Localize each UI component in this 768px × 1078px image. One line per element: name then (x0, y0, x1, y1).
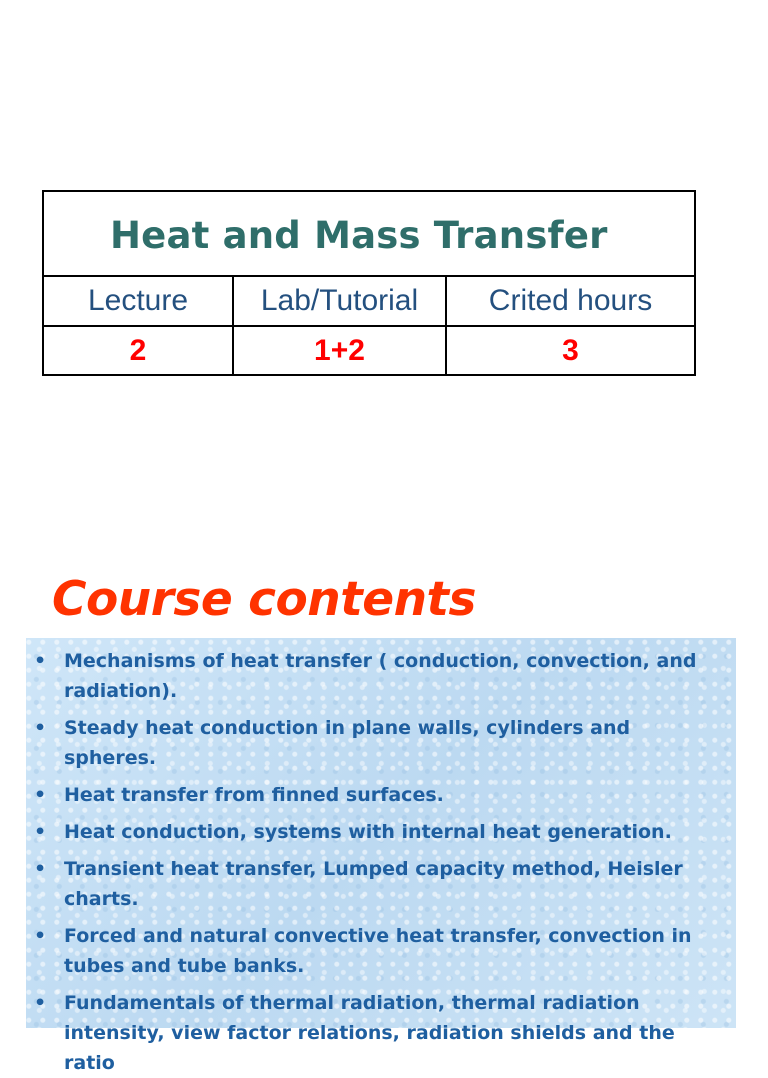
value-lecture: 2 (44, 327, 234, 374)
list-item-text: Forced and natural convective heat transfer, convection in tubes and tube banks. (64, 925, 692, 977)
value-credit-hours: 3 (562, 333, 579, 367)
header-lecture: Lecture (44, 277, 234, 325)
list-item (26, 817, 722, 847)
list-item (26, 780, 722, 810)
list-item (26, 713, 722, 773)
table-header-row (44, 277, 694, 327)
bullet-icon: • (34, 784, 47, 806)
header-lab-tutorial: Lab/Tutorial (234, 277, 447, 325)
course-contents-panel (26, 638, 736, 1074)
bullet-icon: • (34, 992, 47, 1014)
table-title-row (44, 192, 694, 277)
list-item-text: Heat transfer from finned surfaces. (64, 784, 444, 806)
course-title: Heat and Mass Transfer (110, 214, 608, 257)
list-item (26, 646, 722, 706)
list-item-text: Transient heat transfer, Lumped capacity method, Heisler charts. (64, 858, 683, 910)
table-value-row (44, 327, 694, 374)
list-item-text: Steady heat conduction in plane walls, cylinders and spheres. (64, 717, 631, 769)
course-table (42, 190, 696, 376)
bullet-icon: • (34, 650, 47, 672)
list-item (26, 988, 722, 1078)
value-lab-tutorial: 1+2 (234, 327, 447, 374)
list-item-text: Heat conduction, systems with internal heat generation. (64, 821, 672, 843)
course-contents-list (26, 638, 736, 1078)
list-item-text: Mechanisms of heat transfer ( conduction, convection, and radiation). (64, 650, 697, 702)
list-item (26, 921, 722, 981)
bullet-icon: • (34, 717, 47, 739)
bullet-icon: • (34, 858, 47, 880)
bullet-icon: • (34, 821, 47, 843)
section-title: Course contents (52, 572, 476, 627)
list-item-text: Fundamentals of thermal radiation, thermal radiation intensity, view factor relations, radiation shields and the ratio (64, 992, 675, 1074)
list-item (26, 854, 722, 914)
header-credit-hours: Crited hours (488, 284, 653, 317)
bullet-icon: • (34, 925, 47, 947)
